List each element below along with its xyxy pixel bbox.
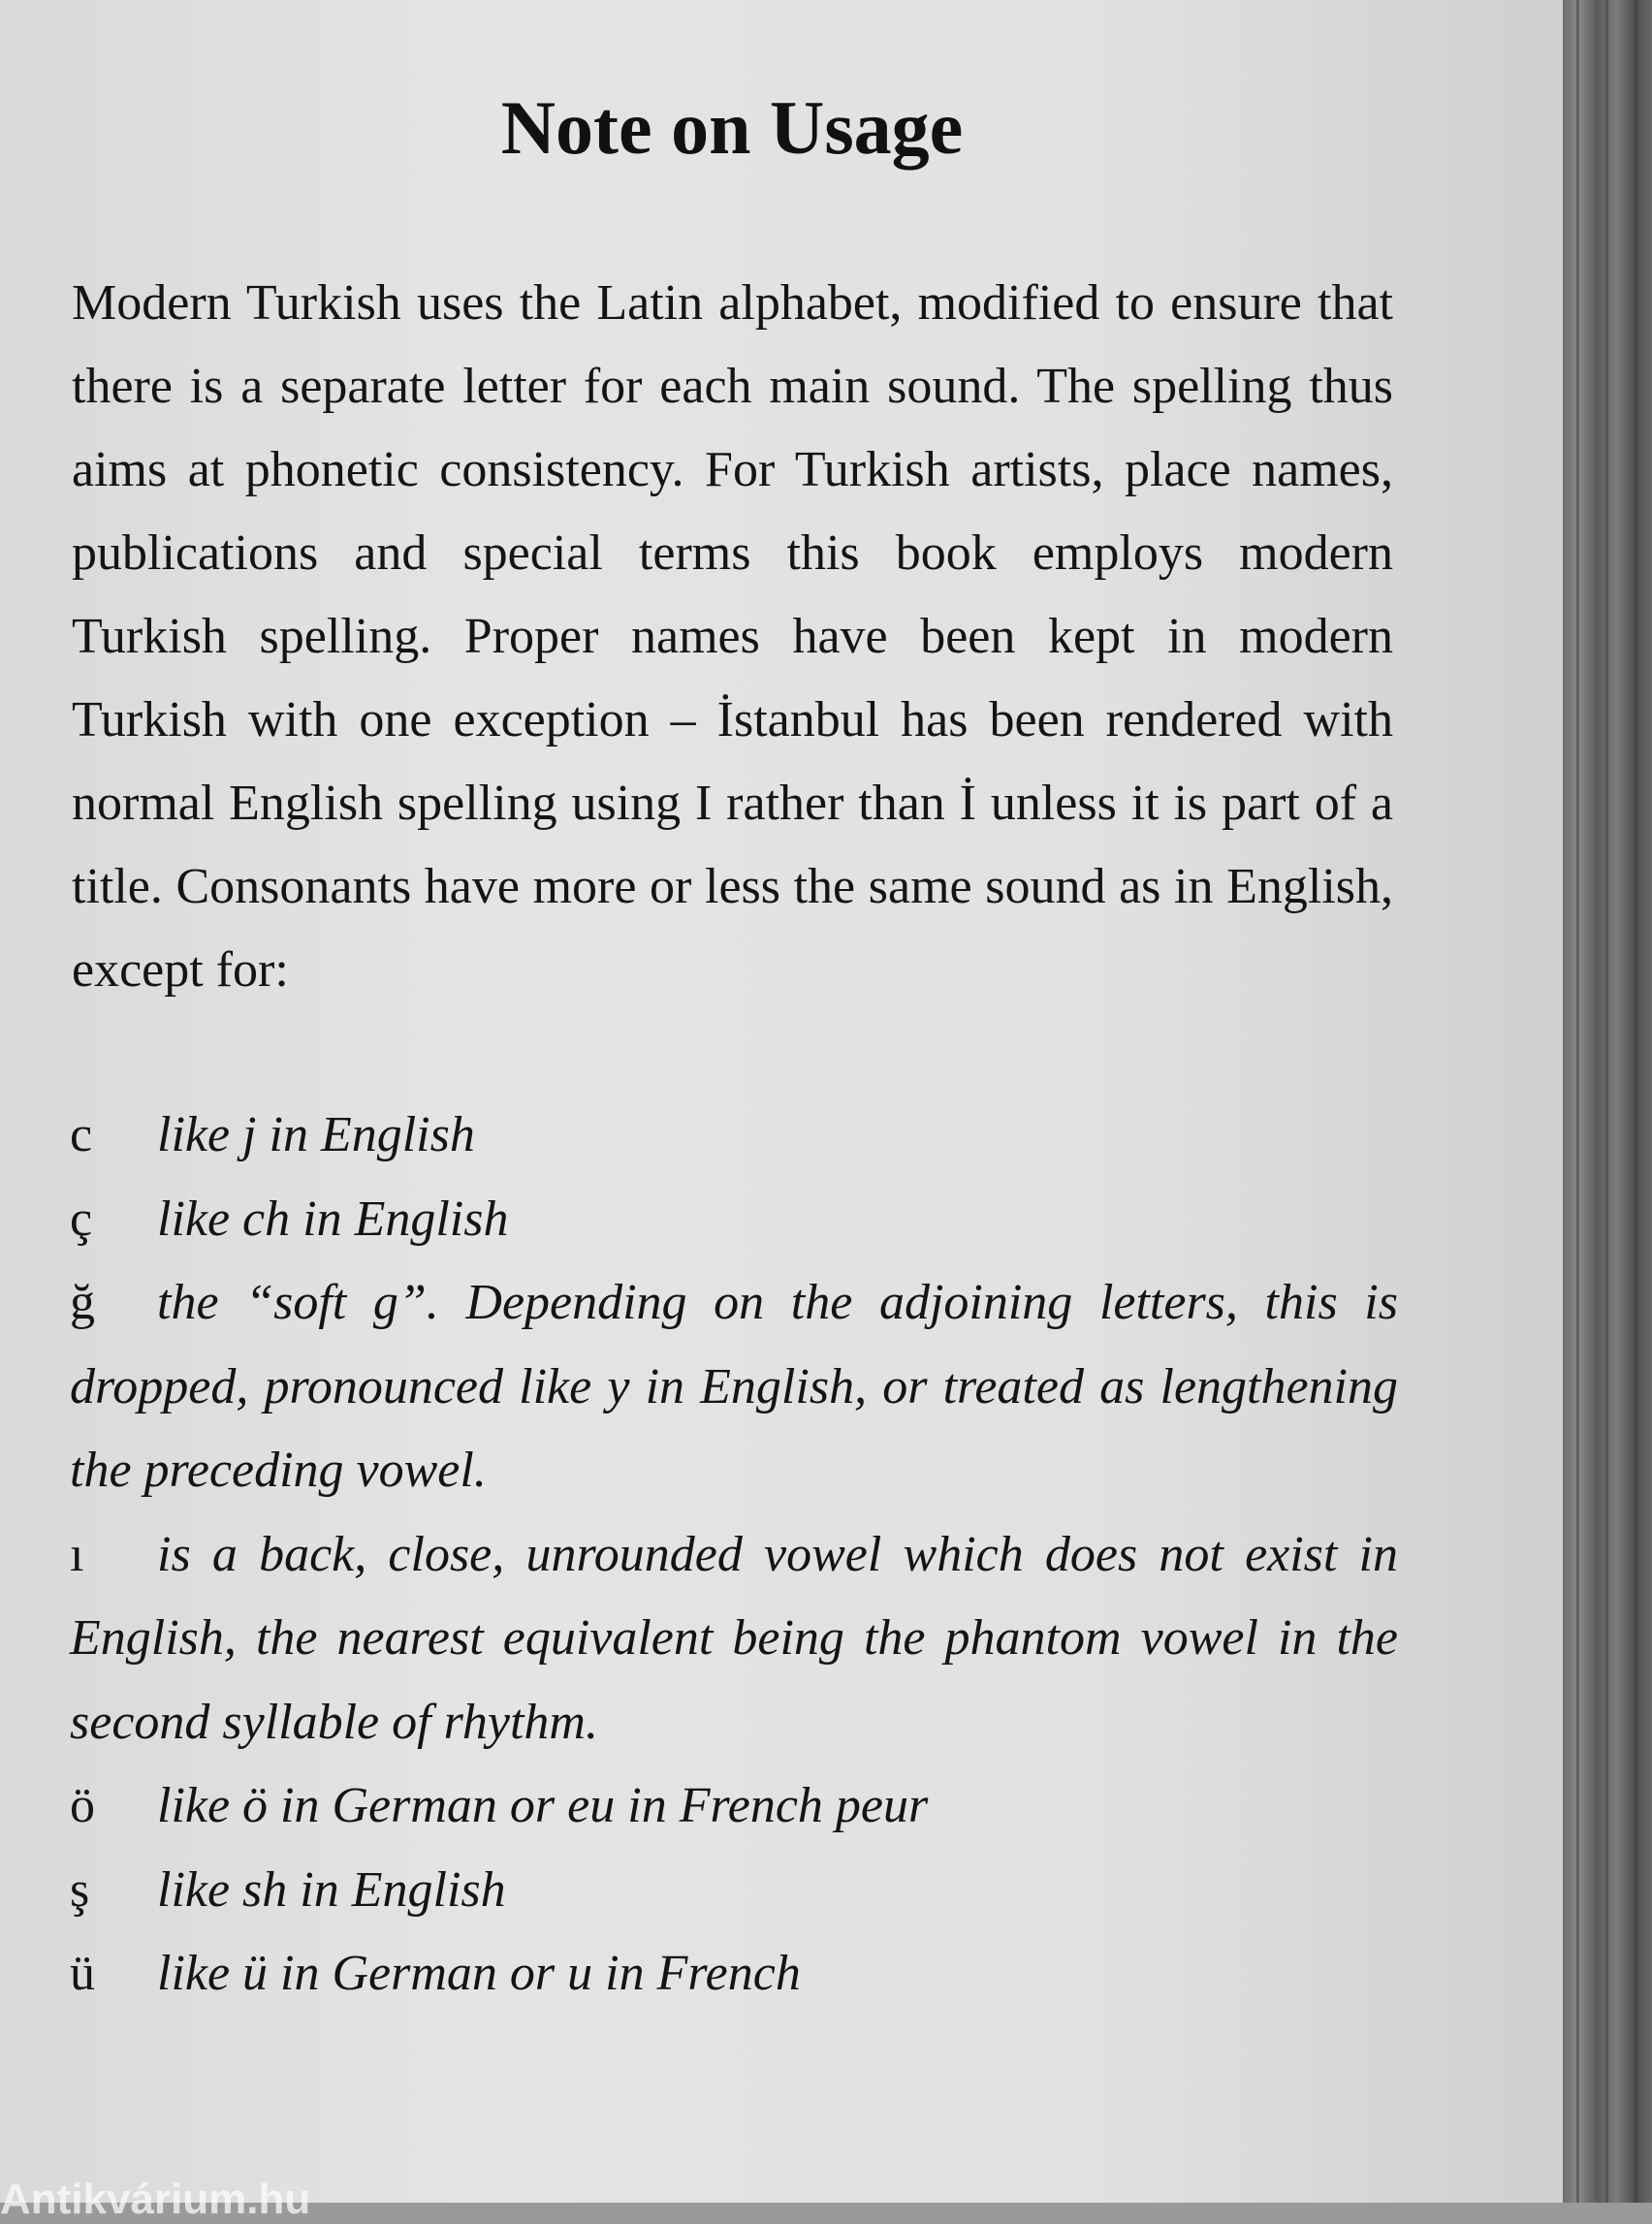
glossary-description: like ü in German or u in French (157, 1946, 801, 2001)
binding-edge-line (1605, 0, 1608, 2203)
glossary-letter: ö (70, 1778, 95, 1833)
glossary-entry (70, 1261, 1398, 1513)
glossary-description: like ch in English (157, 1191, 509, 1247)
book-binding (1563, 0, 1652, 2203)
letter-glossary (70, 1094, 1398, 2017)
glossary-entry (70, 1849, 1398, 1933)
watermark: Antikvárium.hu (0, 2176, 311, 2223)
glossary-entry (70, 1178, 1398, 1262)
glossary-description: like ö in German or eu in French peur (157, 1778, 929, 1833)
glossary-letter: ğ (70, 1275, 95, 1330)
glossary-letter: c (70, 1107, 93, 1162)
binding-edge-line (1635, 0, 1637, 2203)
glossary-description: like sh in English (157, 1861, 506, 1918)
glossary-letter: ı (70, 1526, 84, 1582)
glossary-entry (70, 1932, 1398, 2017)
glossary-description: like j in English (157, 1107, 475, 1162)
glossary-letter: ç (70, 1191, 93, 1247)
intro-paragraph: Modern Turkish uses the Latin alphabet, modified to ensure that there is a separate letter for each main sound. The spelling thus aims at phonetic consistency. For Turkish artists, place names, publications and special terms this book employs modern Turkish spelling. Proper names have been kept in modern Turkish with one exception – İstanbul has been rendered with normal English spelling using I rather than İ unless it is part of a title. Consonants have more or less the same sound as in English, except for: (72, 275, 1393, 998)
glossary-entry (70, 1094, 1398, 1178)
binding-edge-line (1576, 0, 1579, 2203)
glossary-entry (70, 1513, 1398, 1765)
glossary-description: the “soft g”. Depending on the adjoining letters, this is dropped, pronounced like y in English, or treated as lengthening the preceding vowel. (70, 1275, 1398, 1498)
glossary-letter: ü (70, 1946, 95, 2001)
glossary-description: is a back, close, unrounded vowel which does not exist in English, the nearest equivalent being the phantom vowel in the second syllable of rhythm. (70, 1526, 1398, 1750)
glossary-letter: ş (70, 1861, 90, 1918)
page-title: Note on Usage (500, 85, 964, 170)
glossary-entry (70, 1764, 1398, 1849)
